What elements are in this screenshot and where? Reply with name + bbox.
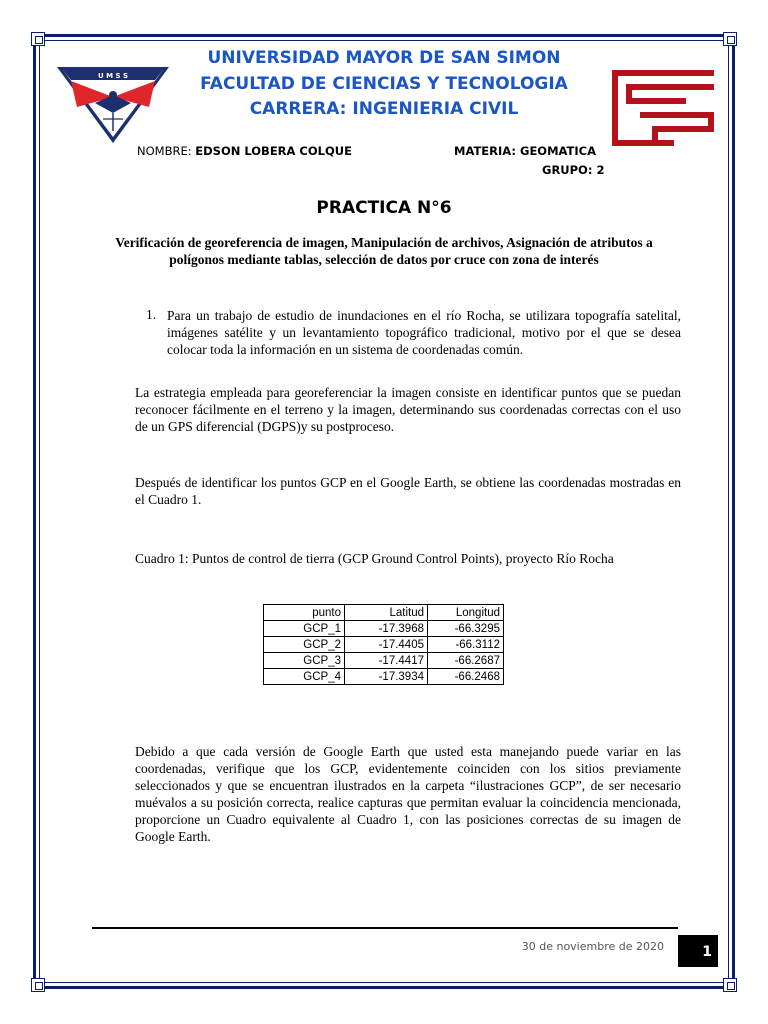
student-name-label: NOMBRE:: [137, 144, 196, 158]
table-row: [264, 669, 504, 685]
paragraph-instructions: Debido a que cada versión de Google Earth que usted esta manejando puede variar en las coordenadas, verifique que los GCP, evidentemente coinciden con los sitios previamente seleccionados y que se encuentran ilustrados en la carpeta “ilustraciones GCP”, de ser necesario muévalos a su posición correcta, realice capturas que permitan evaluar la coincidencia mencionada, proporcione un Cuadro equivalente al Cuadro 1, con las posiciones correctas de su imagen de Google Earth.: [135, 744, 681, 844]
table-row: [264, 653, 504, 669]
umss-logo-text: U M S S: [97, 72, 129, 80]
footer-date: 30 de noviembre de 2020: [521, 940, 664, 953]
page-title: PRACTICA N°6: [316, 198, 452, 218]
university-name: UNIVERSIDAD MAYOR DE SAN SIMON: [207, 48, 561, 68]
table-header-cell: punto: [264, 605, 345, 621]
subject: MATERIA: GEOMATICA: [454, 144, 596, 158]
table-header-cell: Longitud: [428, 605, 504, 621]
border-corner-bottom-right: [723, 978, 737, 992]
border-corner-bottom-left: [31, 978, 45, 992]
career-name: CARRERA: INGENIERIA CIVIL: [249, 99, 519, 119]
table-caption: Cuadro 1: Puntos de control de tierra (GCP Ground Control Points), proyecto Río Rocha: [135, 551, 614, 566]
item-number: 1.: [146, 307, 157, 322]
table-cell: -17.3934: [345, 669, 428, 685]
footer-divider: [92, 927, 678, 929]
item-1-text: Para un trabajo de estudio de inundaciones en el río Rocha, se utilizara topografía satelital, imágenes satélite y un levantamiento topográfico tradicional, motivo por el que se desea colocar toda la información en un sistema de coordenadas común.: [167, 308, 681, 357]
table-cell: GCP_4: [264, 669, 345, 685]
paragraph-gcp: Después de identificar los puntos GCP en el Google Earth, se obtiene las coordenadas mostradas en el Cuadro 1.: [135, 475, 681, 507]
group: GRUPO: 2: [542, 163, 605, 177]
table-cell: -66.3295: [428, 621, 504, 637]
table-cell: -66.3112: [428, 637, 504, 653]
table-cell: -66.2468: [428, 669, 504, 685]
table-cell: GCP_1: [264, 621, 345, 637]
table-row: [264, 637, 504, 653]
faculty-name: FACULTAD DE CIENCIAS Y TECNOLOGIA: [200, 74, 568, 94]
border-corner-top-right: [723, 32, 737, 46]
table-cell: GCP_3: [264, 653, 345, 669]
page-subtitle: Verificación de georeferencia de imagen, Manipulación de archivos, Asignación de atributos a polígonos mediante tablas, selección de datos por cruce con zona de interés: [115, 235, 653, 267]
table-cell: -17.3968: [345, 621, 428, 637]
table-cell: GCP_2: [264, 637, 345, 653]
student-name: [137, 144, 352, 158]
border-corner-top-left: [31, 32, 45, 46]
gcp-table: [263, 604, 504, 685]
table-header-cell: Latitud: [345, 605, 428, 621]
paragraph-strategy: La estrategia empleada para georeferenciar la imagen consiste en identificar puntos que se puedan reconocer fácilmente en el terreno y la imagen, determinando sus coordenadas correctas con el uso de un GPS diferencial (DGPS)y su postproceso.: [135, 385, 681, 434]
page-number: 1: [678, 935, 718, 967]
table-header-row: [264, 605, 504, 621]
table-cell: -17.4405: [345, 637, 428, 653]
table-cell: -66.2687: [428, 653, 504, 669]
student-name-value: EDSON LOBERA COLQUE: [195, 144, 352, 158]
table-row: [264, 621, 504, 637]
table-cell: -17.4417: [345, 653, 428, 669]
fcyt-logo: [612, 70, 714, 146]
